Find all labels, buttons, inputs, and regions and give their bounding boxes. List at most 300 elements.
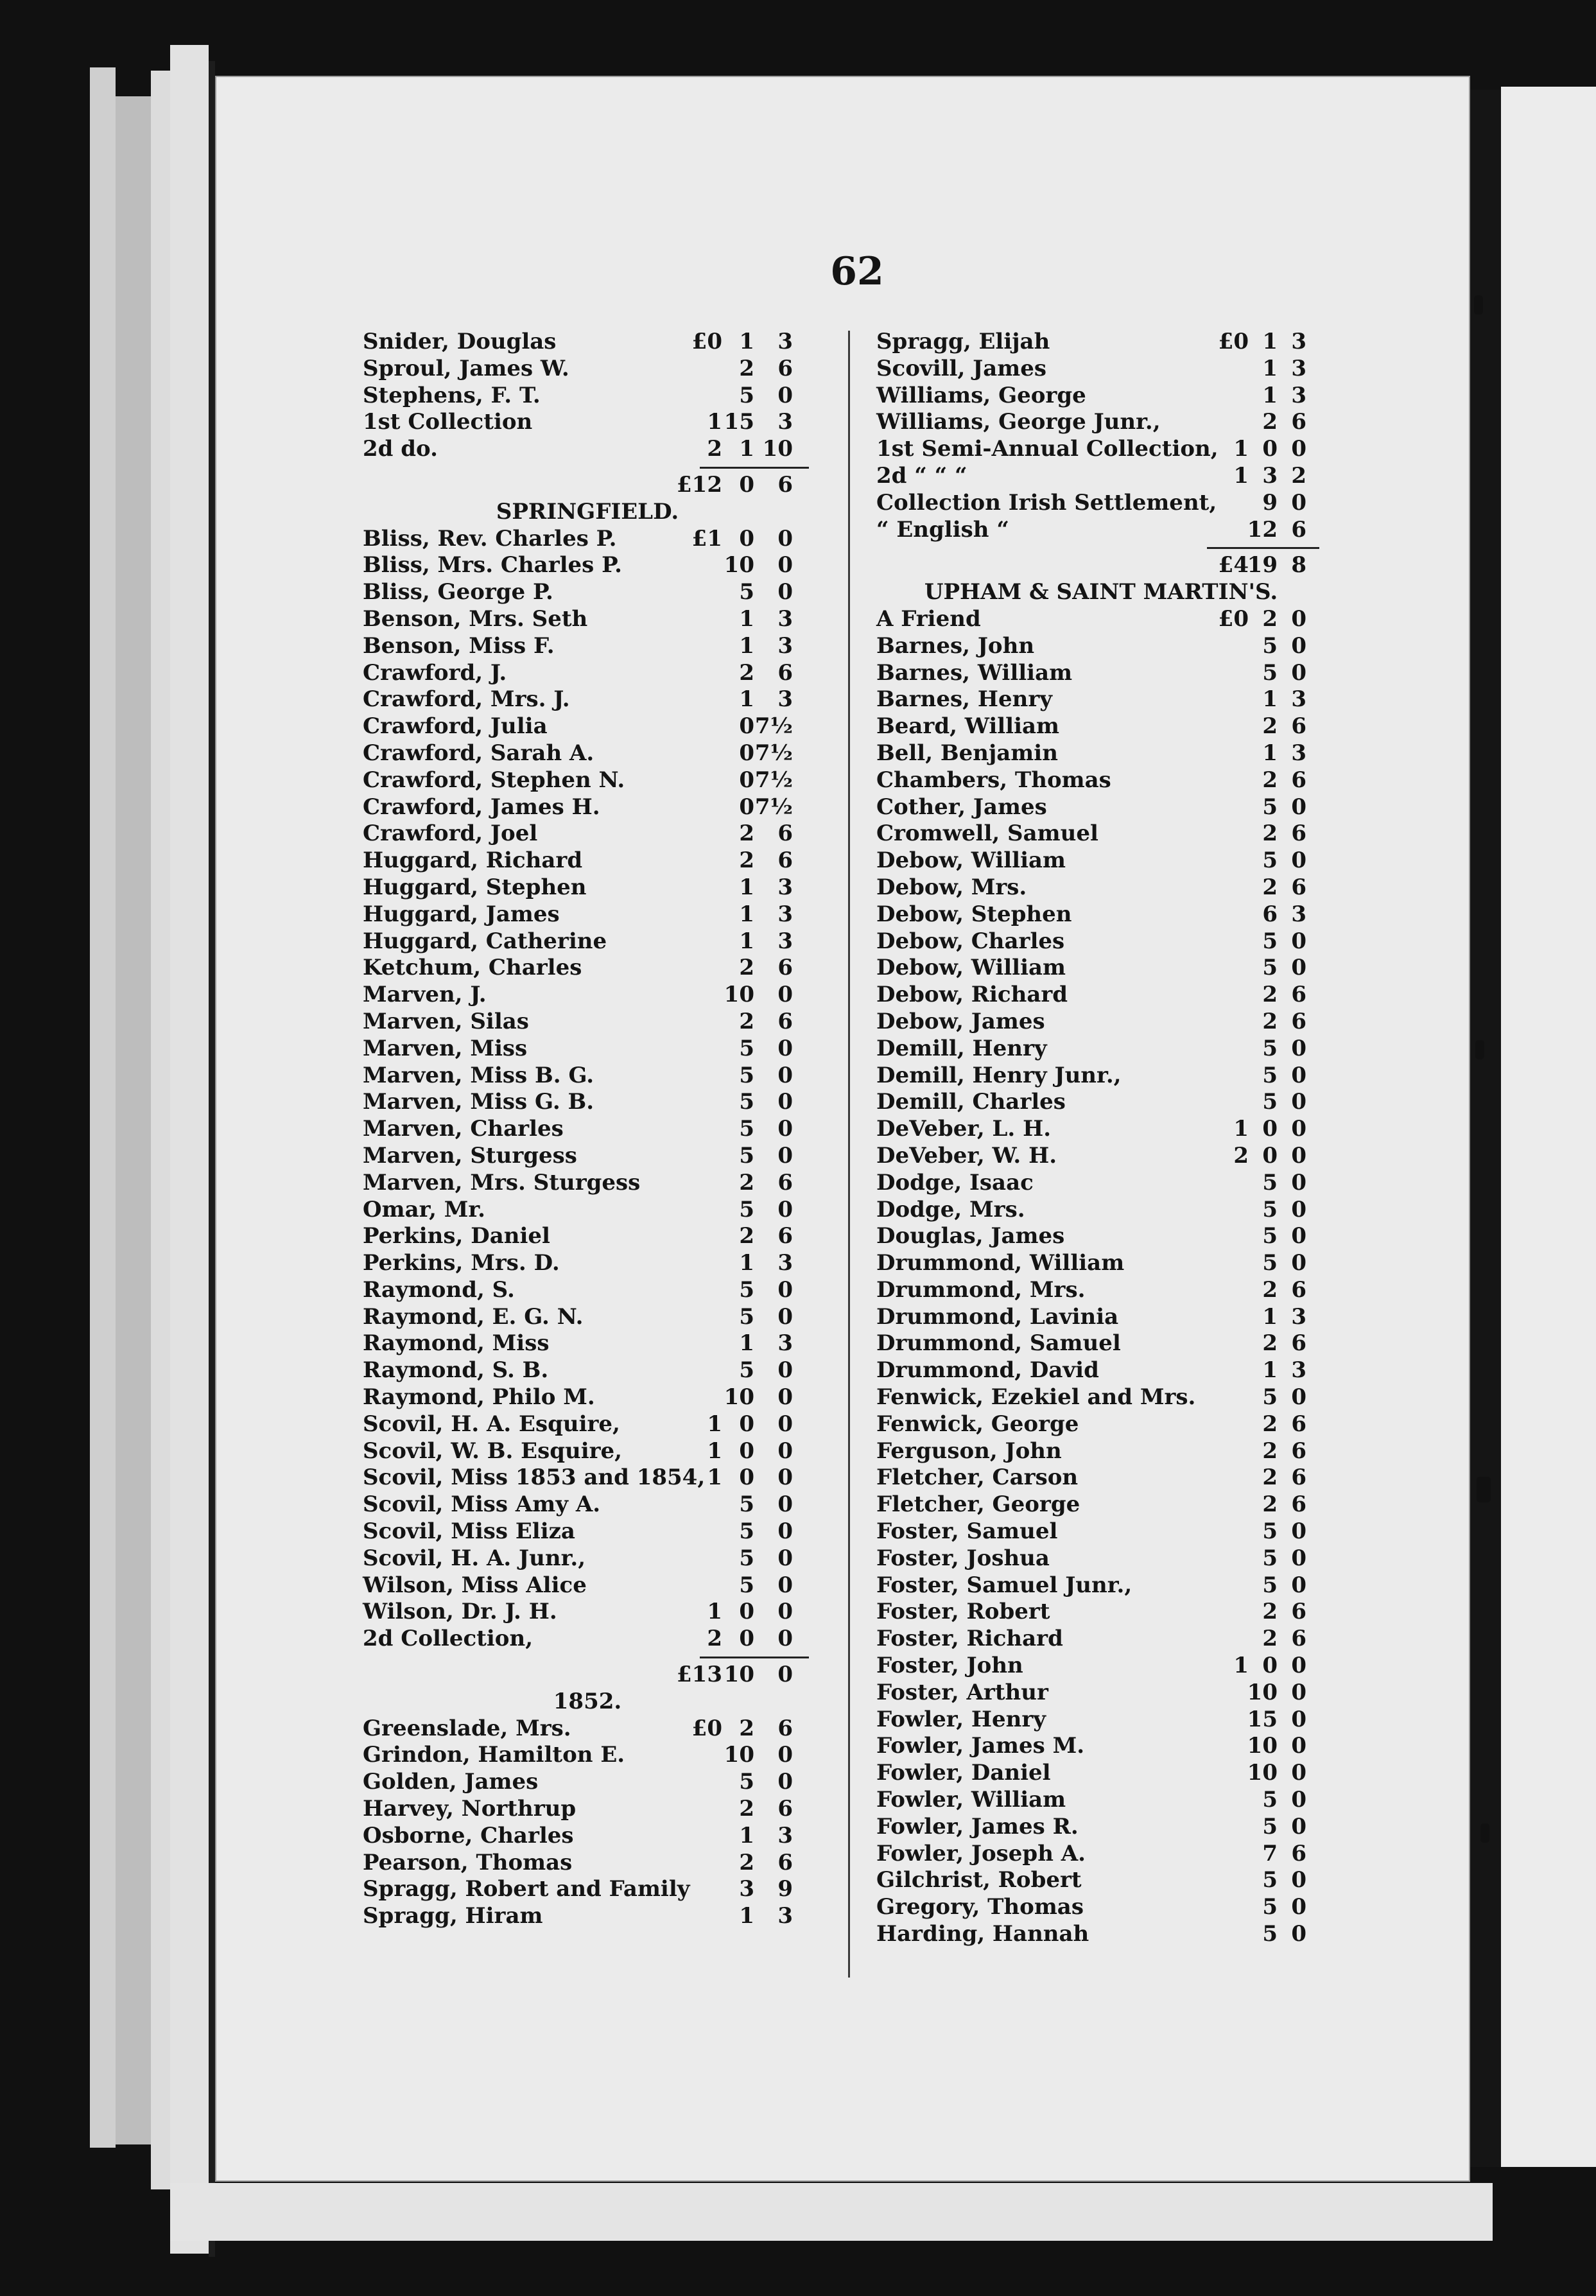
list-item [363,1357,812,1384]
list-item [363,740,812,767]
subscriber-name: Wilson, Miss Alice [363,1572,587,1598]
heading-text: UPHAM & SAINT MARTIN'S. [924,579,1278,605]
shillings-value: 5 [1262,955,1278,981]
pence-value: 6 [1291,767,1306,793]
subscriber-name: Foster, Samuel [876,1518,1058,1545]
subscriber-name: Grindon, Hamilton E. [363,1742,625,1768]
pence-value: 7½ [754,767,793,793]
shillings-value: 2 [1262,1492,1278,1518]
subscriber-name: Debow, William [876,848,1066,874]
list-item [876,1223,1326,1250]
subscriber-name: Dodge, Isaac [876,1169,1034,1196]
list-item [363,606,812,633]
subscriber-name: Huggard, Catherine [363,928,607,954]
heading-text: 1852. [553,1688,622,1714]
pounds-value: £1 [691,525,722,552]
subscriber-name: Fenwick, Ezekiel and Mrs. [876,1384,1196,1411]
subscriber-name: Huggard, James [363,901,560,927]
subscriber-name: Debow, James [876,1008,1045,1034]
list-item [363,821,812,848]
subscriber-name: Ketchum, Charles [363,955,582,981]
subscriber-name: Snider, Douglas [363,329,557,354]
pence-value: 3 [777,1822,793,1848]
subscriber-name: Crawford, Julia [363,713,548,740]
shillings-value: 5 [739,382,754,408]
list-item [363,1545,812,1572]
pence-value: 0 [1291,1035,1306,1061]
pence-value: 3 [1291,355,1306,381]
list-item [876,1814,1326,1841]
subscriber-name: Spragg, Hiram [363,1903,543,1929]
pence-value: 0 [777,1599,793,1625]
facing-page-edge [1501,87,1596,2167]
list-item [363,1384,812,1411]
subscriber-name: “ English “ [876,516,1009,543]
shillings-value: 5 [739,579,754,605]
subscriber-name: Fowler, Daniel [876,1760,1051,1786]
shillings-value: 2 [1262,821,1278,847]
list-item [363,1223,812,1250]
shillings-value: 10 [724,1742,754,1768]
subscriber-name: Harding, Hannah [876,1921,1089,1947]
pence-value: 0 [777,382,793,408]
subscriber-name: Marven, Silas [363,1008,529,1034]
pence-value: 0 [777,1662,793,1688]
subscriber-name: Crawford, Stephen N. [363,767,625,793]
list-item [363,1170,812,1197]
shillings-value: 2 [1262,874,1278,900]
pounds-value: 1 [1233,1116,1249,1142]
subscriber-name: Golden, James [363,1769,539,1795]
subscriber-name: Marven, Mrs. Sturgess [363,1169,641,1196]
shillings-value: 5 [1262,1545,1278,1571]
subscriber-name: Marven, Miss B. G. [363,1062,594,1088]
list-item [363,329,812,356]
subscriber-name: Beard, William [876,713,1060,740]
shillings-value: 0 [1262,1142,1278,1169]
subscriber-name: Demill, Henry [876,1035,1047,1061]
list-item [876,1438,1326,1465]
list-item [363,1304,812,1331]
pence-value: 0 [777,1357,793,1384]
pence-value: 3 [777,928,793,954]
list-item [876,821,1326,848]
subscriber-name: Debow, Charles [876,928,1065,954]
subscriber-name: 1st Collection [363,409,533,435]
pounds-value: £12 [677,471,722,498]
subscriber-name: Barnes, John [876,632,1035,659]
list-item [363,1465,812,1492]
pounds-value: 2 [707,436,722,462]
shillings-value: 9 [1262,489,1278,516]
subscriber-name: Marven, Sturgess [363,1142,577,1169]
shillings-value: 1 [739,928,754,954]
shillings-value: 5 [739,1769,754,1795]
pounds-value: 1 [707,1599,722,1625]
list-item [363,1143,812,1170]
shillings-value: 10 [1247,1679,1278,1705]
list-item [876,1626,1326,1653]
subscriber-name: Debow, Mrs. [876,874,1027,900]
pence-value: 3 [777,632,793,659]
list-item [363,1330,812,1357]
shillings-value: 12 [1247,516,1278,543]
shillings-value: 2 [1262,1599,1278,1625]
list-item [876,1384,1326,1411]
subscriber-name: Raymond, Philo M. [363,1384,595,1411]
pence-value: 6 [1291,874,1306,900]
subscriber-name: Fowler, James R. [876,1813,1079,1839]
pence-value: 6 [777,1715,793,1741]
list-item [363,409,812,436]
pence-value: 6 [777,848,793,874]
pence-value: 0 [1291,1250,1306,1276]
list-item [363,1769,812,1796]
pounds-value: 1 [707,409,722,435]
shillings-value: 5 [1262,928,1278,954]
subscriber-name: Crawford, J. [363,659,507,686]
pence-value: 0 [777,1384,793,1411]
pounds-value: £0 [1218,329,1249,354]
shillings-value: 0 [739,713,754,740]
shillings-value: 2 [1262,767,1278,793]
shillings-value: 5 [739,1518,754,1545]
pence-value: 7½ [754,794,793,820]
list-item [876,660,1326,687]
list-item [876,1921,1326,1948]
pence-value: 0 [1291,1760,1306,1786]
shillings-value: 2 [739,1223,754,1249]
subscriber-name: Foster, Samuel Junr., [876,1572,1132,1598]
pence-value: 6 [1291,1465,1306,1491]
pence-value: 0 [1291,1787,1306,1813]
list-item [876,1304,1326,1331]
pence-value: 0 [1291,489,1306,516]
subscriber-name: Benson, Mrs. Seth [363,605,588,632]
subscriber-name: Sproul, James W. [363,355,569,381]
pence-value: 6 [1291,1330,1306,1357]
pounds-value: 1 [1233,1653,1249,1679]
pounds-value: 1 [1233,436,1249,462]
pence-value: 3 [777,686,793,713]
subscriber-name: Bliss, Mrs. Charles P. [363,552,622,578]
shillings-value: 5 [1262,1196,1278,1222]
shillings-value: 2 [739,1796,754,1822]
pence-value: 3 [777,1903,793,1929]
subscriber-name: Huggard, Stephen [363,874,587,900]
pence-value: 0 [1291,1223,1306,1249]
pence-value: 3 [777,901,793,927]
pence-value: 3 [777,874,793,900]
list-item [876,928,1326,955]
list-item [363,1492,812,1518]
pence-value: 6 [1291,713,1306,740]
subscriber-name: Benson, Miss F. [363,632,555,659]
ink-blot [1480,1823,1489,1843]
shillings-value: 5 [739,1089,754,1115]
pence-value: 0 [1291,659,1306,686]
list-item [363,633,812,660]
subscriber-name: Raymond, E. G. N. [363,1303,584,1330]
subscriber-name: Fletcher, Carson [876,1465,1079,1491]
list-item [876,1357,1326,1384]
pence-value: 6 [1291,1276,1306,1303]
pence-value: 0 [1291,605,1306,632]
pence-value: 10 [762,436,793,462]
shillings-value: 2 [739,659,754,686]
shillings-value: 0 [739,1626,754,1652]
total-rule [876,543,1326,552]
subscriber-name: Douglas, James [876,1223,1065,1249]
subscriber-name: Gilchrist, Robert [876,1867,1082,1893]
list-item [363,955,812,982]
pounds-value: £0 [691,1715,722,1741]
shillings-value: 2 [1262,1626,1278,1652]
subscriber-name: Cromwell, Samuel [876,821,1098,847]
subscriber-name: Fletcher, George [876,1492,1080,1518]
pence-value: 0 [777,1572,793,1598]
subscriber-name: Marven, Miss G. B. [363,1089,594,1115]
pence-value: 0 [1291,1679,1306,1705]
pence-value: 3 [1291,901,1306,927]
shillings-value: 5 [1262,1572,1278,1598]
list-item [363,1662,812,1689]
list-item [876,874,1326,901]
column-divider [848,331,850,1978]
subscriber-name: Foster, Robert [876,1599,1050,1625]
pence-value: 0 [777,1303,793,1330]
subscriber-name: Crawford, Mrs. J. [363,686,570,713]
shillings-value: 5 [1262,632,1278,659]
pence-value: 7½ [754,713,793,740]
shillings-value: 2 [1262,605,1278,632]
pence-value: 0 [777,1116,793,1142]
shillings-value: 1 [739,901,754,927]
list-item [876,1518,1326,1545]
shillings-value: 5 [1262,848,1278,874]
list-item [363,794,812,821]
binding-edge [170,45,209,2254]
list-item [876,1707,1326,1734]
total-rule [363,1653,812,1662]
subscriber-name: Scovil, H. A. Esquire, [363,1411,620,1437]
subscriber-name: Scovil, Miss Eliza [363,1518,575,1545]
shillings-value: 5 [739,1545,754,1571]
list-item [876,1036,1326,1063]
list-item [876,1841,1326,1868]
pence-value: 3 [1291,686,1306,713]
pence-value: 3 [1291,740,1306,766]
shillings-value: 1 [1262,329,1278,354]
subscriber-name: Crawford, James H. [363,794,600,820]
pence-value: 0 [777,1438,793,1464]
pence-value: 0 [1291,1116,1306,1142]
list-item [363,1089,812,1116]
shillings-value: 1 [739,632,754,659]
list-item [363,713,812,740]
subscriber-name: Scovil, Miss Amy A. [363,1492,601,1518]
shillings-value: 0 [739,1465,754,1491]
subscriber-name: Foster, John [876,1653,1023,1679]
subscriber-name: Collection Irish Settlement, [876,489,1217,516]
list-item [363,436,812,463]
list-item [363,1197,812,1224]
shillings-value: 5 [739,1357,754,1384]
pence-value: 9 [777,1876,793,1902]
list-item [363,660,812,687]
list-item [876,463,1326,490]
list-item [363,1438,812,1465]
subscriber-name: Marven, Charles [363,1116,564,1142]
pence-value: 6 [777,1169,793,1196]
subscriber-name: Barnes, Henry [876,686,1052,713]
pence-value: 6 [777,1849,793,1875]
pence-value: 6 [777,355,793,381]
pence-value: 3 [777,1330,793,1357]
list-item [363,928,812,955]
pence-value: 0 [1291,632,1306,659]
pence-value: 0 [777,525,793,552]
list-item [876,383,1326,410]
shillings-value: 5 [1262,1894,1278,1920]
subscriber-name: Demill, Charles [876,1089,1066,1115]
shillings-value: 10 [724,1662,754,1688]
shillings-value: 10 [1247,1760,1278,1786]
list-item [876,1063,1326,1090]
shillings-value: 5 [1262,1250,1278,1276]
shillings-value: 7 [1262,1840,1278,1866]
list-item [876,356,1326,383]
list-item [363,1599,812,1626]
shillings-value: 0 [739,1599,754,1625]
shillings-value: 2 [1262,1008,1278,1034]
subscriber-name: Drummond, David [876,1357,1099,1384]
subscriber-name: Bell, Benjamin [876,740,1058,766]
shillings-value: 5 [1262,1813,1278,1839]
pence-value: 0 [1291,1733,1306,1759]
shillings-value: 5 [1262,659,1278,686]
pence-value: 6 [1291,982,1306,1008]
pounds-value: £0 [691,329,722,354]
shillings-value: 2 [739,355,754,381]
subscriber-name: Omar, Mr. [363,1196,486,1222]
list-item [876,1599,1326,1626]
shillings-value: 5 [739,1142,754,1169]
shillings-value: 0 [1262,436,1278,462]
shillings-value: 1 [739,874,754,900]
pence-value: 0 [777,1492,793,1518]
list-item [363,1796,812,1823]
list-item [363,1572,812,1599]
subscriber-name: Fenwick, George [876,1411,1079,1437]
list-item [876,1867,1326,1894]
shillings-value: 5 [1262,1867,1278,1893]
subscriber-name: Fowler, Henry [876,1706,1046,1732]
subscriber-name: A Friend [876,605,981,632]
shillings-value: 2 [739,1008,754,1034]
pence-value: 0 [1291,794,1306,820]
subscriber-name: Raymond, Miss [363,1330,550,1357]
shillings-value: 5 [1262,794,1278,820]
subscriber-name: Huggard, Richard [363,848,583,874]
shillings-value: 10 [1247,1733,1278,1759]
subscriber-name: 2d do. [363,436,438,462]
pence-value: 6 [1291,821,1306,847]
list-item [363,356,812,383]
list-item [363,579,812,606]
shillings-value: 0 [1262,1116,1278,1142]
pence-value: 6 [1291,1008,1306,1034]
list-item [876,1089,1326,1116]
section-heading [363,499,812,526]
shillings-value: 1 [739,329,754,354]
pence-value: 6 [777,659,793,686]
list-item [876,517,1326,544]
pence-value: 0 [1291,1062,1306,1088]
pence-value: 0 [1291,955,1306,981]
subscriber-name: Foster, Arthur [876,1679,1048,1705]
subscriber-name: DeVeber, W. H. [876,1142,1057,1169]
shillings-value: 5 [739,1572,754,1598]
pence-value: 3 [1291,1303,1306,1330]
pence-value: 7½ [754,740,793,766]
list-item [363,1742,812,1769]
shillings-value: 2 [1262,713,1278,740]
pounds-value: £13 [677,1662,722,1688]
shillings-value: 5 [739,1303,754,1330]
subscriber-name: Perkins, Mrs. D. [363,1250,560,1276]
subscriber-name: Scovil, W. B. Esquire, [363,1438,623,1464]
pence-value: 0 [777,1518,793,1545]
list-item [363,1876,812,1903]
subscriber-name: Debow, Stephen [876,901,1072,927]
list-item [876,713,1326,740]
pence-value: 0 [1291,848,1306,874]
pence-value: 6 [1291,1492,1306,1518]
list-item [876,1465,1326,1492]
pounds-value: 2 [707,1626,722,1652]
pounds-value: 2 [1233,1142,1249,1169]
subscriber-name: Foster, Richard [876,1626,1063,1652]
pence-value: 6 [777,1796,793,1822]
list-item [363,552,812,579]
shillings-value: 5 [1262,1223,1278,1249]
list-item [363,1716,812,1743]
subscriber-name: Drummond, William [876,1250,1125,1276]
shillings-value: 0 [739,1411,754,1437]
subscriber-name: Williams, George [876,382,1086,408]
subscriber-name: Fowler, Joseph A. [876,1840,1086,1866]
shillings-value: 10 [724,982,754,1008]
shillings-value: 5 [1262,1062,1278,1088]
subscriber-name: Bliss, Rev. Charles P. [363,525,617,552]
subscriber-name: Chambers, Thomas [876,767,1111,793]
pounds-value: £0 [1218,605,1249,632]
shillings-value: 1 [1262,686,1278,713]
left-column [363,329,812,1930]
pence-value: 0 [777,1742,793,1768]
shillings-value: 1 [739,1822,754,1848]
list-item [363,1063,812,1090]
pence-value: 0 [777,1545,793,1571]
list-item [876,901,1326,928]
list-item [363,1411,812,1438]
pence-value: 3 [777,1250,793,1276]
pence-value: 6 [777,471,793,498]
pence-value: 0 [1291,1169,1306,1196]
right-column [876,329,1326,1948]
pence-value: 0 [1291,1867,1306,1893]
